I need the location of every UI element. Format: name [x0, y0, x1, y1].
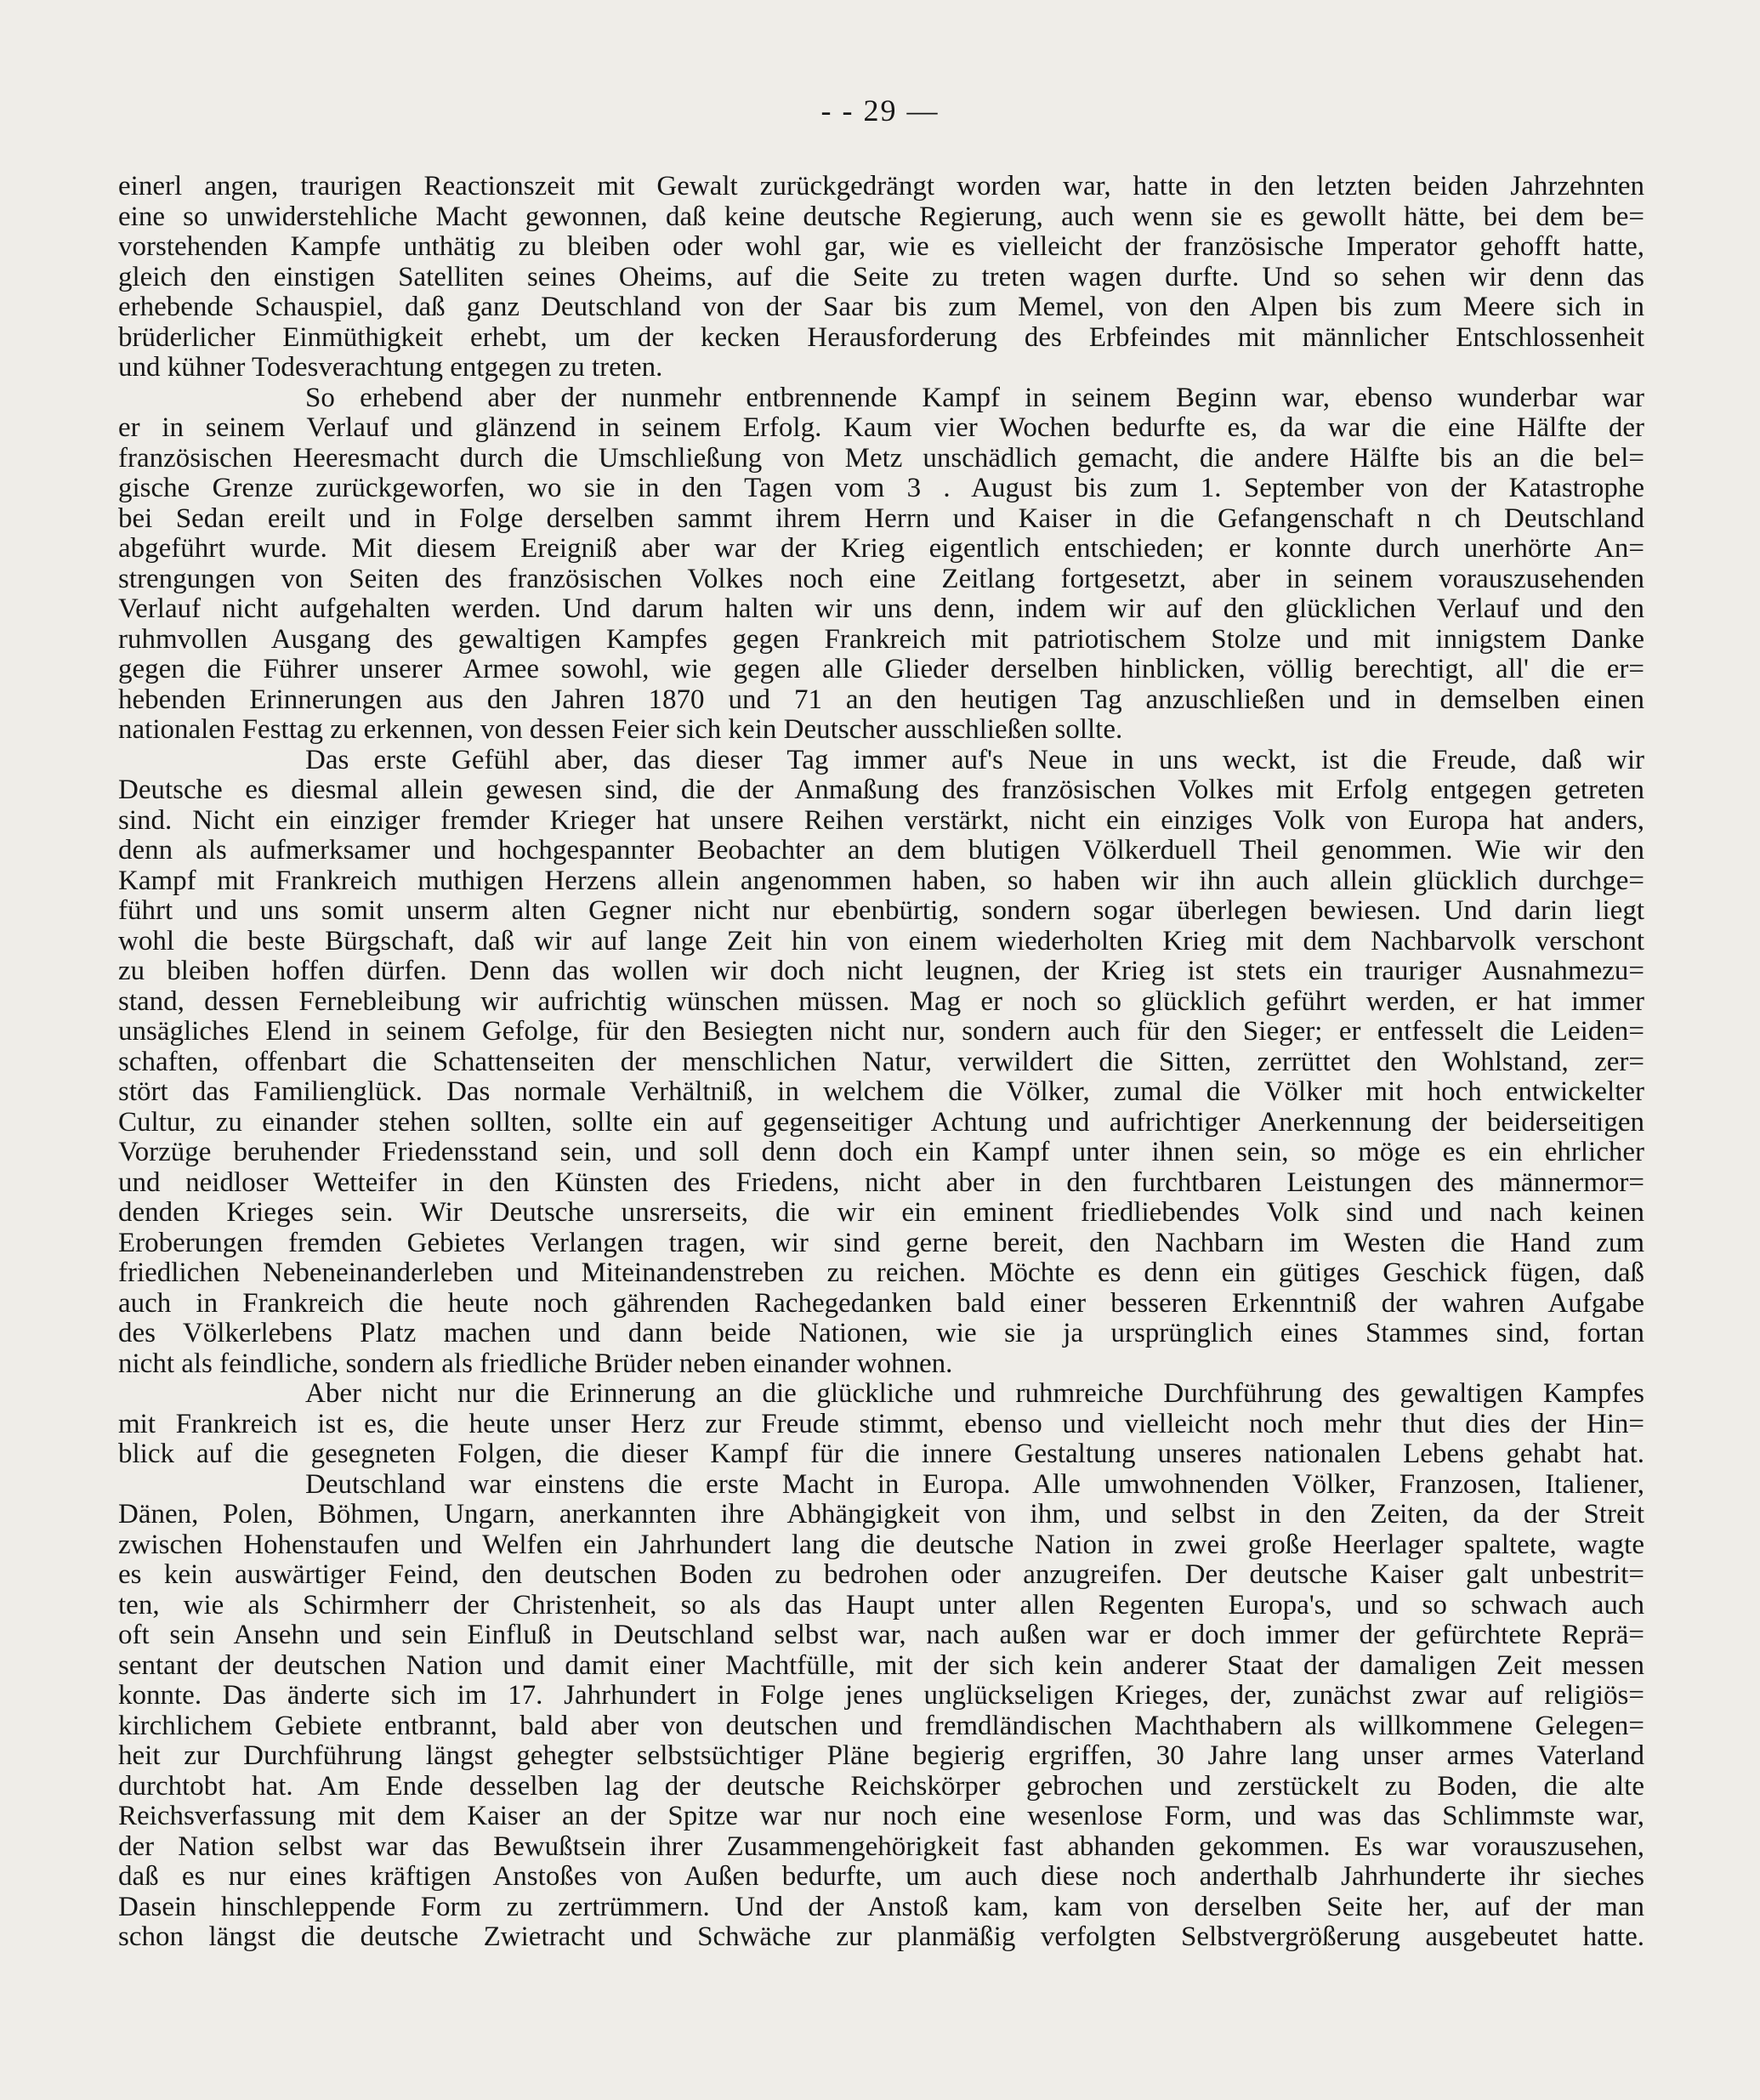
text-line: auch in Frankreich die heute noch gährenden Rachegedanken bald einer besseren Erkenntniß der wahren Aufgabe — [118, 1288, 1644, 1319]
page-number: - - 29 — — [820, 94, 940, 128]
text-line: bei Sedan ereilt und in Folge derselben sammt ihrem Herrn und Kaiser in die Gefangenschaft n ch Deutschland — [118, 503, 1644, 534]
text-line: hebenden Erinnerungen aus den Jahren 1870 und 71 an den heutigen Tag anzuschließen und in demselben einen — [118, 684, 1644, 715]
text-line: brüderlicher Einmüthigkeit erhebt, um der kecken Herausforderung des Erbfeindes mit männlicher Entschlossenheit — [118, 322, 1644, 353]
paragraph — [118, 383, 1644, 746]
text-line: einerl angen, traurigen Reactionszeit mit Gewalt zurückgedrängt worden war, hatte in den letzten beiden Jahrzehnten — [118, 172, 1644, 201]
text-line: sind. Nicht ein einziger fremder Krieger hat unsere Reihen verstärkt, nicht ein einziges Volk von Europa hat anders, — [118, 805, 1644, 836]
text-line: Vorzüge beruhender Friedensstand sein, und soll denn doch ein Kampf unter ihnen sein, so möge es ein ehrlicher — [118, 1138, 1644, 1167]
text-line: heit zur Durchführung längst gehegter selbstsüchtiger Pläne begierig ergriffen, 30 Jahre lang unser armes Vaterland — [118, 1741, 1644, 1771]
text-line: führt und uns somit unserm alten Gegner nicht nur ebenbürtig, sondern sogar überlegen bewiesen. Und darin liegt — [118, 896, 1644, 926]
text-line: er in seinem Verlauf und glänzend in seinem Erfolg. Kaum vier Wochen bedurfte es, da war die eine Hälfte der — [118, 413, 1644, 443]
text-line: sentant der deutschen Nation und damit einer Machtfülle, mit der sich kein anderer Staat der damaligen Zeit messen — [118, 1650, 1644, 1681]
text-line: daß es nur eines kräftigen Anstoßes von Außen bedurfte, um auch diese noch anderthalb Jahrhunderte ihr sieches — [118, 1862, 1644, 1892]
text-line: abgeführt wurde. Mit diesem Ereigniß aber war der Krieg eigentlich entschieden; er konnte durch unerhörte An= — [118, 534, 1644, 564]
text-line: Verlauf nicht aufgehalten werden. Und darum halten wir uns denn, indem wir auf den glücklichen Verlauf und den — [118, 594, 1644, 624]
text-line: erhebende Schauspiel, daß ganz Deutschland von der Saar bis zum Memel, von den Alpen bis zum Meere sich in — [118, 292, 1644, 322]
text-line: So erhebend aber der nunmehr entbrennende Kampf in seinem Beginn war, ebenso wunderbar war — [305, 383, 1644, 413]
text-line: oft sein Ansehn und sein Einfluß in Deutschland selbst war, nach außen war er doch immer der gefürchtete Reprä= — [118, 1620, 1644, 1650]
text-line: schon längst die deutsche Zwietracht und Schwäche zur planmäßig verfolgten Selbstvergrößerung ausgebeutet hatte. — [118, 1922, 1644, 1952]
text-line: es kein auswärtiger Feind, den deutschen Boden zu bedrohen oder anzugreifen. Der deutsche Kaiser galt unbestrit= — [118, 1560, 1644, 1590]
text-line: und kühner Todesverachtung entgegen zu treten. — [118, 353, 663, 383]
text-line: Kampf mit Frankreich muthigen Herzens allein angenommen haben, so haben wir ihn auch allein glücklich durchge= — [118, 866, 1644, 896]
text-line: gegen die Führer unserer Armee sowohl, wie gegen alle Glieder derselben hinblicken, völlig berechtigt, all' die er= — [118, 655, 1644, 684]
paragraph — [118, 1470, 1644, 1953]
text-line: denn als aufmerksamer und hochgespannter Beobachter an dem blutigen Völkerduell Theil genommen. Wie wir den — [118, 836, 1644, 866]
text-line: und neidloser Wetteifer in den Künsten des Friedens, nicht aber in den furchtbaren Leistungen des männermor= — [118, 1167, 1644, 1198]
text-line: wohl die beste Bürgschaft, daß wir auf lange Zeit hin von einem wiederholten Krieg mit dem Nachbarvolk verschont — [118, 926, 1644, 956]
text-line: Deutsche es diesmal allein gewesen sind, die der Anmaßung des französischen Volkes mit Erfolg entgegen getreten — [118, 775, 1644, 805]
text-line: stört das Familienglück. Das normale Verhältniß, in welchem die Völker, zumal die Völker mit hoch entwickelter — [118, 1077, 1644, 1107]
text-line: Dasein hinschleppende Form zu zertrümmern. Und der Anstoß kam, kam von derselben Seite her, auf der man — [118, 1892, 1644, 1922]
text-line: blick auf die gesegneten Folgen, die dieser Kampf für die innere Gestaltung unseres nationalen Lebens gehabt hat. — [118, 1439, 1644, 1469]
text-line: zwischen Hohenstaufen und Welfen ein Jahrhundert lang die deutsche Nation in zwei große Heerlager spaltete, wagte — [118, 1530, 1644, 1560]
text-line: ten, wie als Schirmherr der Christenheit, so als das Haupt unter allen Regenten Europa's, und so schwach auch — [118, 1590, 1644, 1620]
text-line: unsägliches Elend in seinem Gefolge, für den Besiegten nicht nur, sondern auch für den Sieger; er entfesselt die Leiden= — [118, 1017, 1644, 1047]
text-line: durchtobt hat. Am Ende desselben lag der deutsche Reichskörper gebrochen und zerstückelt zu Boden, die alte — [118, 1771, 1644, 1802]
text-line: schaften, offenbart die Schattenseiten der menschlichen Natur, verwildert die Sitten, zerrüttet den Wohlstand, zer= — [118, 1047, 1644, 1077]
text-line: Cultur, zu einander stehen sollten, sollte ein auf gegenseitiger Achtung und aufrichtiger Anerkennung der beiderseitigen — [118, 1107, 1644, 1138]
text-line: ruhmvollen Ausgang des gewaltigen Kampfes gegen Frankreich mit patriotischem Stolze und mit innigstem Danke — [118, 624, 1644, 655]
text-line: mit Frankreich ist es, die heute unser Herz zur Freude stimmt, ebenso und vielleicht noch mehr thut dies der Hin= — [118, 1409, 1644, 1439]
text-line: denden Krieges sein. Wir Deutsche unsrerseits, die wir ein eminent friedliebendes Volk sind und nach keinen — [118, 1198, 1644, 1228]
paragraph — [118, 1379, 1644, 1470]
text-line: zu bleiben hoffen dürfen. Denn das wollen wir doch nicht leugnen, der Krieg ist stets ein trauriger Ausnahmezu= — [118, 956, 1644, 986]
text-line: strengungen von Seiten des französischen Volkes noch eine Zeitlang fortgesetzt, aber in seinem vorauszusehenden — [118, 564, 1644, 594]
text-line: Eroberungen fremden Gebietes Verlangen tragen, wir sind gerne bereit, den Nachbarn im Westen die Hand zum — [118, 1228, 1644, 1258]
text-line: der Nation selbst war das Bewußtsein ihrer Zusammengehörigkeit fast abhanden gekommen. Es war vorauszusehen, — [118, 1831, 1644, 1862]
text-line: vorstehenden Kampfe unthätig zu bleiben oder wohl gar, wie es vielleicht der französische Imperator gehofft hatte, — [118, 232, 1644, 262]
text-line: kirchlichem Gebiete entbrannt, bald aber von deutschen und fremdländischen Machthabern als willkommene Gelegen= — [118, 1711, 1644, 1741]
body-text — [118, 172, 1644, 1953]
text-line: nationalen Festtag zu erkennen, von dessen Feier sich kein Deutscher ausschließen sollte. — [118, 715, 1123, 745]
text-line: französischen Heeresmacht durch die Umschließung von Metz unschädlich gemacht, die andere Hälfte bis an die bel= — [118, 443, 1644, 474]
text-line: Aber nicht nur die Erinnerung an die glückliche und ruhmreiche Durchführung des gewaltigen Kampfes — [305, 1379, 1644, 1409]
text-line: Reichsverfassung mit dem Kaiser an der Spitze war nur noch eine wesenlose Form, und was das Schlimmste war, — [118, 1802, 1644, 1831]
text-line: friedlichen Nebeneinanderleben und Miteinandenstreben zu reichen. Möchte es denn ein gütiges Geschick fügen, daß — [118, 1258, 1644, 1288]
text-line: nicht als feindliche, sondern als friedliche Brüder neben einander wohnen. — [118, 1348, 953, 1379]
text-line: stand, dessen Fernebleibung wir aufrichtig wünschen müssen. Mag er noch so glücklich geführt werden, er hat immer — [118, 986, 1644, 1017]
text-line: gleich den einstigen Satelliten seines Oheims, auf die Seite zu treten wagen durfte. Und so sehen wir denn das — [118, 262, 1644, 292]
text-line: gische Grenze zurückgeworfen, wo sie in den Tagen vom 3 . August bis zum 1. September von der Katastrophe — [118, 474, 1644, 503]
text-line: des Völkerlebens Platz machen und dann beide Nationen, wie sie ja ursprünglich eines Stammes sind, fortan — [118, 1319, 1644, 1348]
text-line: Das erste Gefühl aber, das dieser Tag immer auf's Neue in uns weckt, ist die Freude, daß wir — [305, 745, 1644, 775]
paragraph — [118, 746, 1644, 1380]
text-line: Deutschland war einstens die erste Macht in Europa. Alle umwohnenden Völker, Franzosen, Italiener, — [305, 1469, 1644, 1500]
paragraph — [118, 172, 1644, 383]
text-line: konnte. Das änderte sich im 17. Jahrhundert in Folge jenes unglückseligen Krieges, der, zunächst zwar auf religiös= — [118, 1681, 1644, 1711]
text-line: Dänen, Polen, Böhmen, Ungarn, anerkannten ihre Abhängigkeit von ihm, und selbst in den Zeiten, da der Streit — [118, 1500, 1644, 1530]
text-line: eine so unwiderstehliche Macht gewonnen, daß keine deutsche Regierung, auch wenn sie es gewollt hätte, bei dem be= — [118, 201, 1644, 232]
